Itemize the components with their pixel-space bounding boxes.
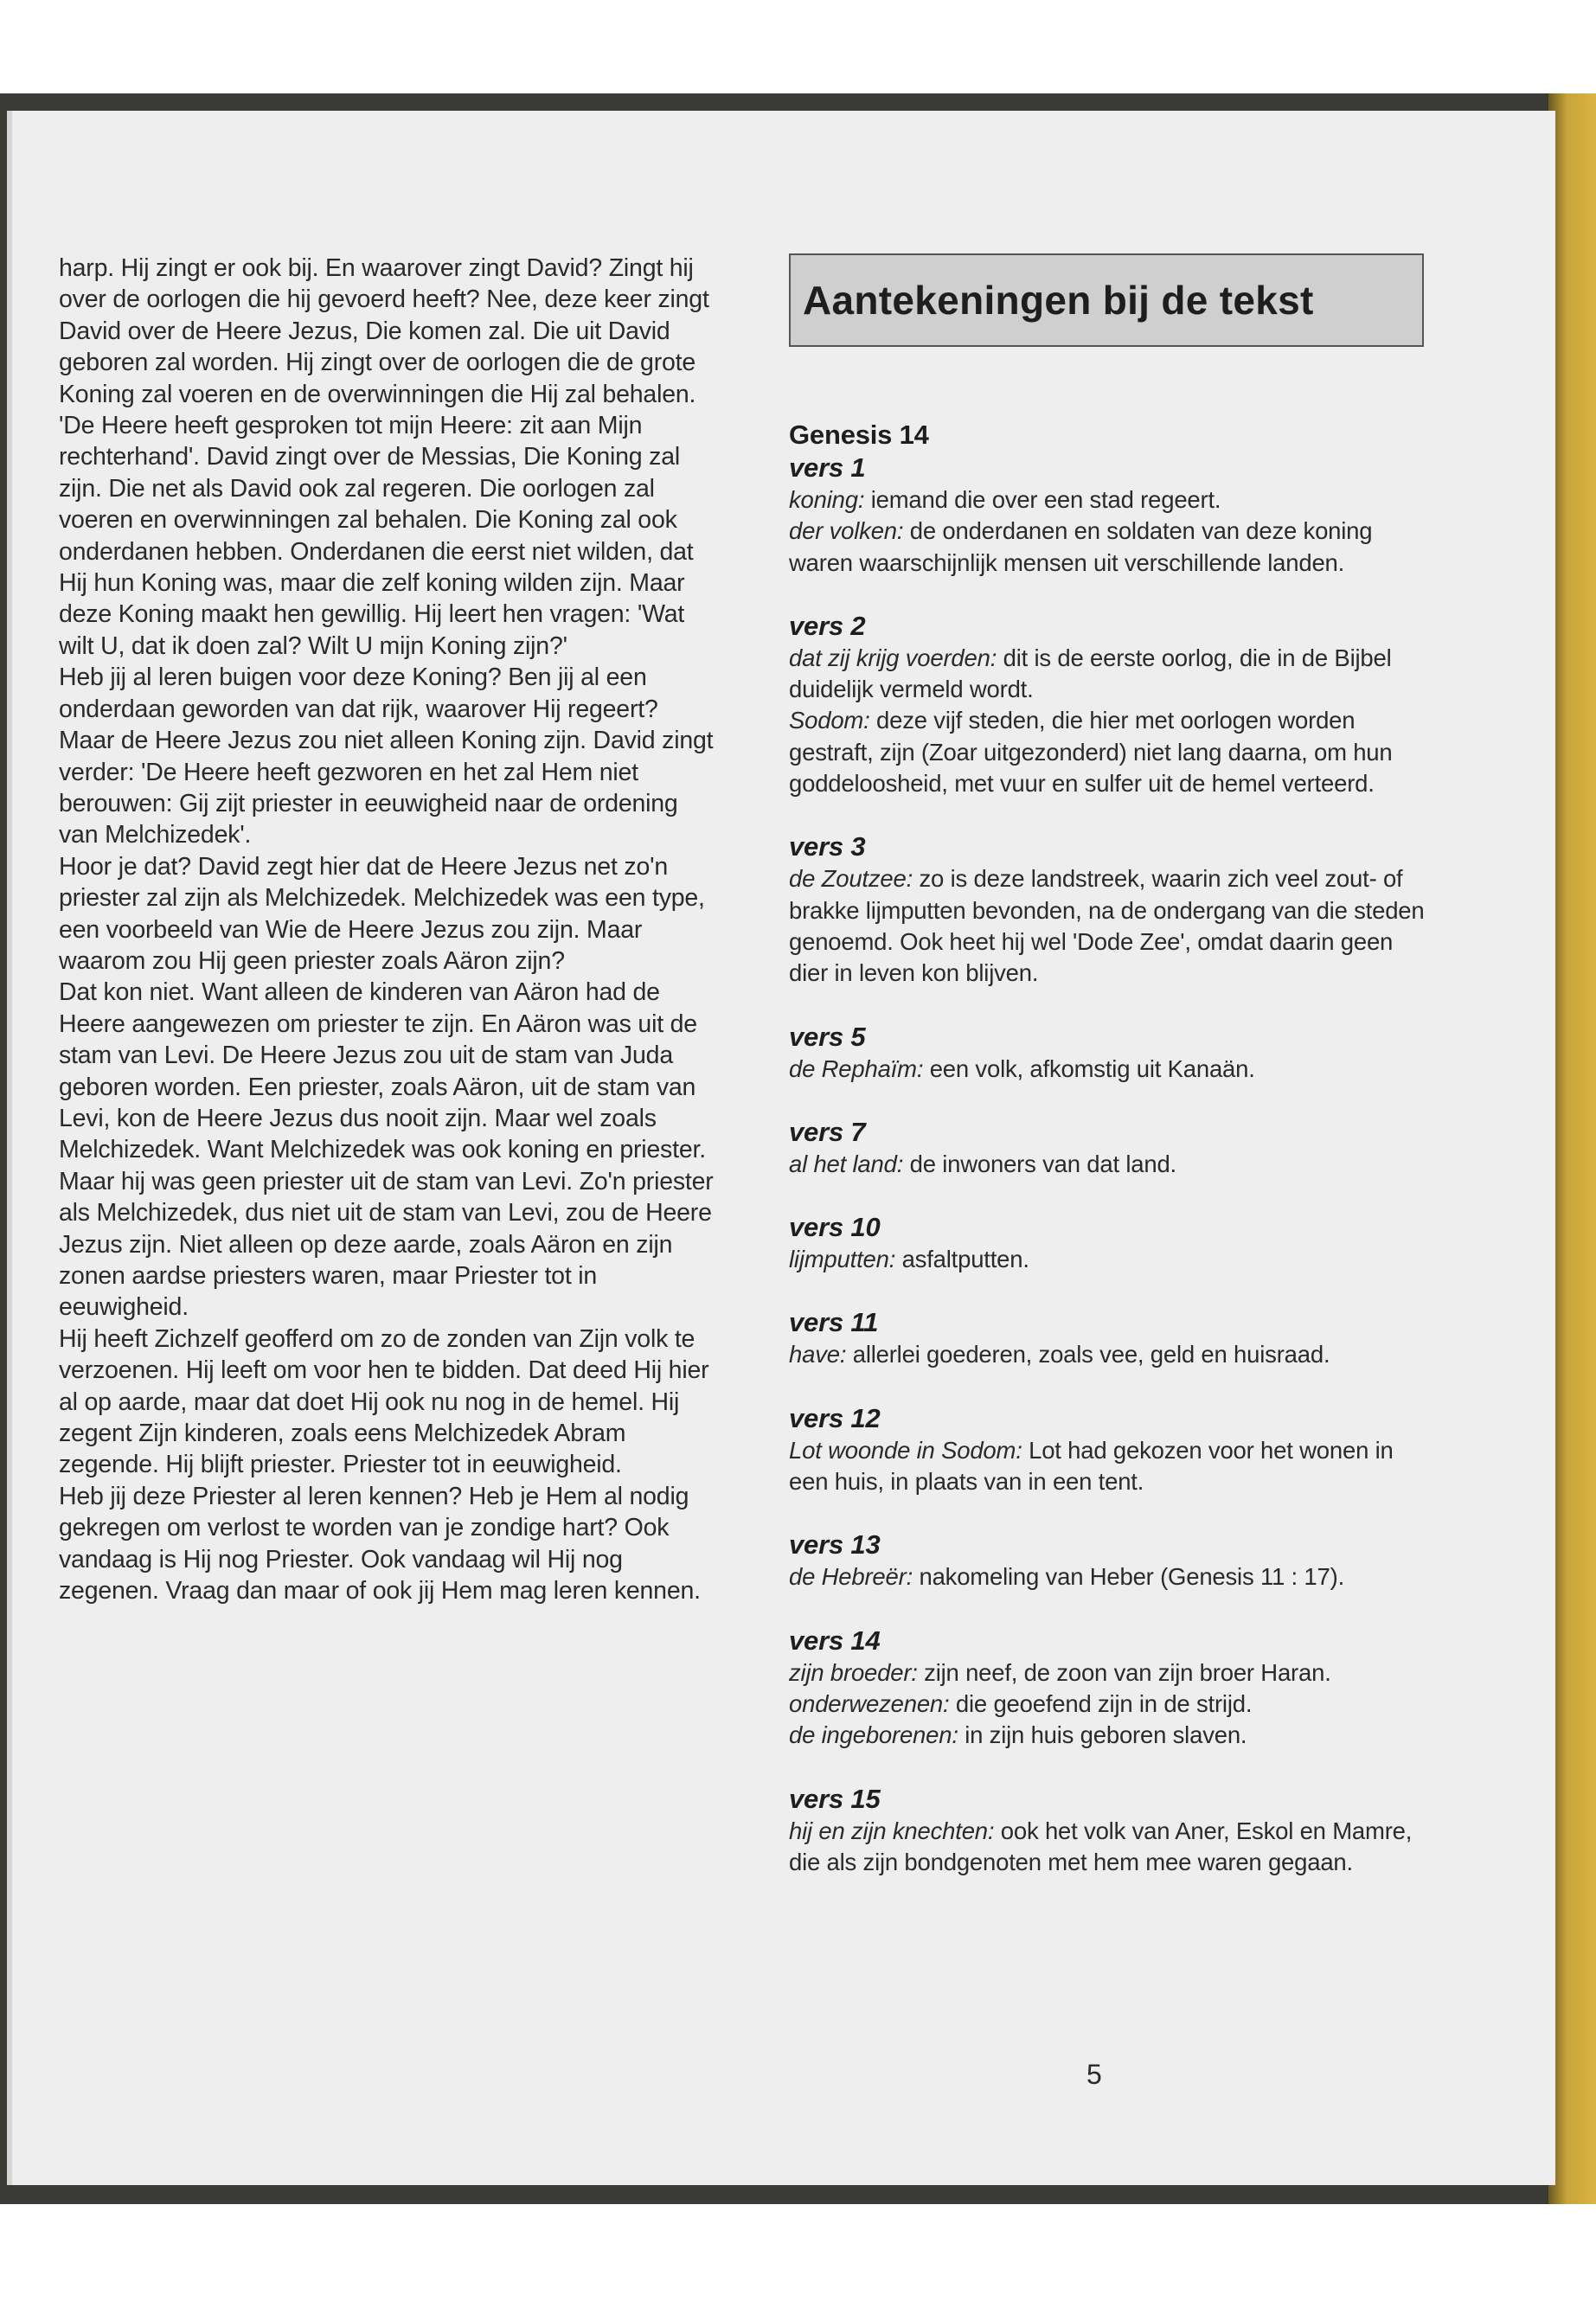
verse-label: vers 14 [789,1625,881,1656]
paragraph: Heb jij al leren buigen voor deze Koning? Ben jij al een onderdaan geworden van dat rijk, waarover Hij regeert? [59,663,658,723]
note-term: de Zoutzee: [789,865,913,893]
note-explanation: een volk, afkomstig uit Kanaän. [923,1054,1255,1082]
verse-label: vers 13 [789,1529,881,1561]
paragraph: Maar de Heere Jezus zou niet alleen Koning zijn. David zingt verder: 'De Heere heeft gezworen en het zal Hem niet berouwen: Gij zijt priester in eeuwigheid naar de ordening van Melchizedek'. [59,727,714,849]
verse-note [789,610,1429,799]
note-entry [789,1720,1429,1751]
verse-label: vers 11 [789,1307,879,1338]
note-term: hij en zijn knechten: [789,1817,995,1844]
note-explanation: asfaltputten. [895,1246,1029,1273]
note-term: have: [789,1341,847,1368]
note-entry [789,1339,1429,1370]
notes-header-box [789,253,1424,347]
verse-note [789,1211,1429,1275]
left-column-text [59,253,716,1606]
note-explanation: iemand die over een stad regeert. [864,486,1221,513]
verse-note [789,452,1429,579]
note-entry [789,863,1429,989]
note-explanation: zo is deze landstreek, waarin zich veel zout- of brakke lijmputten bevonden, na de ondergang van die steden genoemd. Ook heet hij wel 'Dode Zee', omdat daarin geen dier in leven kon blijven. [789,865,1425,987]
note-term: koning: [789,486,865,513]
note-term: der volken: [789,517,904,545]
verse-label: vers 5 [789,1021,866,1052]
note-entry [789,484,1429,516]
verse-note [789,830,1429,989]
notes-column [789,419,1429,1909]
note-explanation: ook het volk van Aner, Eskol en Mamre, die als zijn bondgenoten met hem mee waren gegaan. [789,1817,1413,1875]
verse-label: vers 15 [789,1783,881,1814]
book-cover-edge [1548,93,1596,2204]
note-explanation: die geoefend zijn in de strijd. [949,1689,1253,1717]
verse-note [789,1783,1429,1879]
note-explanation: deze vijf steden, die hier met oorlogen worden gestraft, zijn (Zoar uitgezonderd) niet lang daarna, om hun goddeloosheid, met vuur en sulfer uit de hemel verteerd. [789,707,1393,798]
paragraph: harp. Hij zingt er ook bij. En waarover zingt David? Zingt hij over de oorlogen die hij gevoerd heeft? Nee, deze keer zingt David over de Heere Jezus, Die komen zal. Die uit David geboren zal worden. Hij zingt over de oorlogen die de grote Koning zal voeren en de overwinningen die Hij zal behalen. [59,254,709,408]
note-entry [789,1561,1429,1593]
paragraph: Hoor je dat? David zegt hier dat de Heere Jezus net zo'n priester zal zijn als Melchizedek. Melchizedek was een type, een voorbeeld van Wie de Heere Jezus zou zijn. Maar waarom zou Hij geen priester zoals Aäron zijn? [59,852,705,975]
note-explanation: in zijn huis geboren slaven. [958,1721,1247,1749]
note-explanation: Lot had gekozen voor het wonen in een huis, in plaats van in een tent. [789,1436,1394,1496]
note-term: de ingeborenen: [789,1721,958,1749]
note-explanation: nakomeling van Heber (Genesis 11 : 17). [913,1563,1345,1591]
verse-notes-list [789,452,1429,1878]
note-term: dat zij krijg voerden: [789,644,997,671]
notes-header-title: Aantekeningen bij de tekst [803,278,1314,323]
note-entry [789,1689,1429,1720]
note-entry [789,516,1429,579]
note-term: Lot woonde in Sodom: [789,1436,1022,1464]
note-entry [789,1435,1429,1498]
note-term: Sodom: [789,707,870,734]
note-entry [789,1657,1429,1689]
note-entry [789,1149,1429,1180]
verse-label: vers 12 [789,1402,881,1433]
note-explanation: zijn neef, de zoon van zijn broer Haran. [917,1658,1331,1686]
note-term: al het land: [789,1150,904,1177]
paragraph: Hij heeft Zichzelf geofferd om zo de zonden van Zijn volk te verzoenen. Hij leeft om voor hen te bidden. Dat deed Hij hier al op aarde, maar dat doet Hij ook nu nog in de hemel. Hij zegent Zijn kinderen, zoals eens Melchizedek Abram zegende. Hij blijft priester. Priester tot in eeuwigheid. [59,1324,709,1479]
verse-note [789,1529,1429,1593]
note-term: de Hebreër: [789,1563,913,1591]
note-term: onderwezenen: [789,1689,950,1717]
verse-note [789,1021,1429,1085]
note-entry [789,705,1429,799]
note-term: zijn broeder: [789,1658,918,1686]
book-reference: Genesis 14 [789,420,929,450]
verse-label: vers 10 [789,1212,881,1243]
note-entry [789,1816,1429,1879]
note-explanation: allerlei goederen, zoals vee, geld en huisraad. [846,1341,1330,1368]
note-entry [789,1054,1429,1085]
paragraph: Dat kon niet. Want alleen de kinderen van Aäron had de Heere aangewezen om priester te zijn. En Aäron was uit de stam van Levi. De Heere Jezus zou uit de stam van Juda geboren worden. Een priester, zoals Aäron, uit de stam van Levi, kon de Heere Jezus dus nooit zijn. Maar wel zoals Melchizedek. Want Melchizedek was ook koning en priester. Maar hij was geen priester uit de stam van Levi. Zo'n priester als Melchizedek, dus niet uit de stam van Levi, zou de Heere Jezus zijn. Niet alleen op deze aarde, zoals Aäron en zijn zonen aardse priesters waren, maar Priester tot in eeuwigheid. [59,978,714,1322]
verse-label: vers 1 [789,452,866,483]
paragraph: Heb jij deze Priester al leren kennen? Heb je Hem al nodig gekregen om verlost te worden van je zondige hart? Ook vandaag is Hij nog Priester. Ook vandaag wil Hij nog zegenen. Vraag dan maar of ook jij Hem mag leren kennen. [59,1482,701,1606]
note-explanation: de onderdanen en soldaten van deze koning waren waarschijnlijk mensen uit verschillende landen. [789,517,1373,576]
page-number: 5 [1086,2059,1102,2090]
note-explanation: dit is de eerste oorlog, die in de Bijbel duidelijk vermeld wordt. [789,644,1392,703]
note-term: lijmputten: [789,1246,896,1273]
verse-note [789,1625,1429,1752]
paragraph: 'De Heere heeft gesproken tot mijn Heere: zit aan Mijn rechterhand'. David zingt over de Messias, Die Koning zal zijn. Die net als David ook zal regeren. Die oorlogen zal voeren en overwinningen zal behalen. Die Koning zal ook onderdanen hebben. Onderdanen die eerst niet wilden, dat Hij hun Koning was, maar die zelf koning wilden zijn. Maar deze Koning maakt hen gewillig. Hij leert hen vragen: 'Wat wilt U, dat ik doen zal? Wilt U mijn Koning zijn?' [59,412,694,660]
verse-label: vers 7 [789,1116,866,1147]
verse-note [789,1306,1429,1370]
note-entry [789,643,1429,706]
note-term: de Rephaïm: [789,1054,924,1082]
verse-label: vers 3 [789,831,866,862]
note-entry [789,1244,1429,1275]
note-explanation: de inwoners van dat land. [903,1150,1177,1177]
verse-label: vers 2 [789,610,866,641]
verse-note [789,1402,1429,1498]
verse-note [789,1116,1429,1180]
